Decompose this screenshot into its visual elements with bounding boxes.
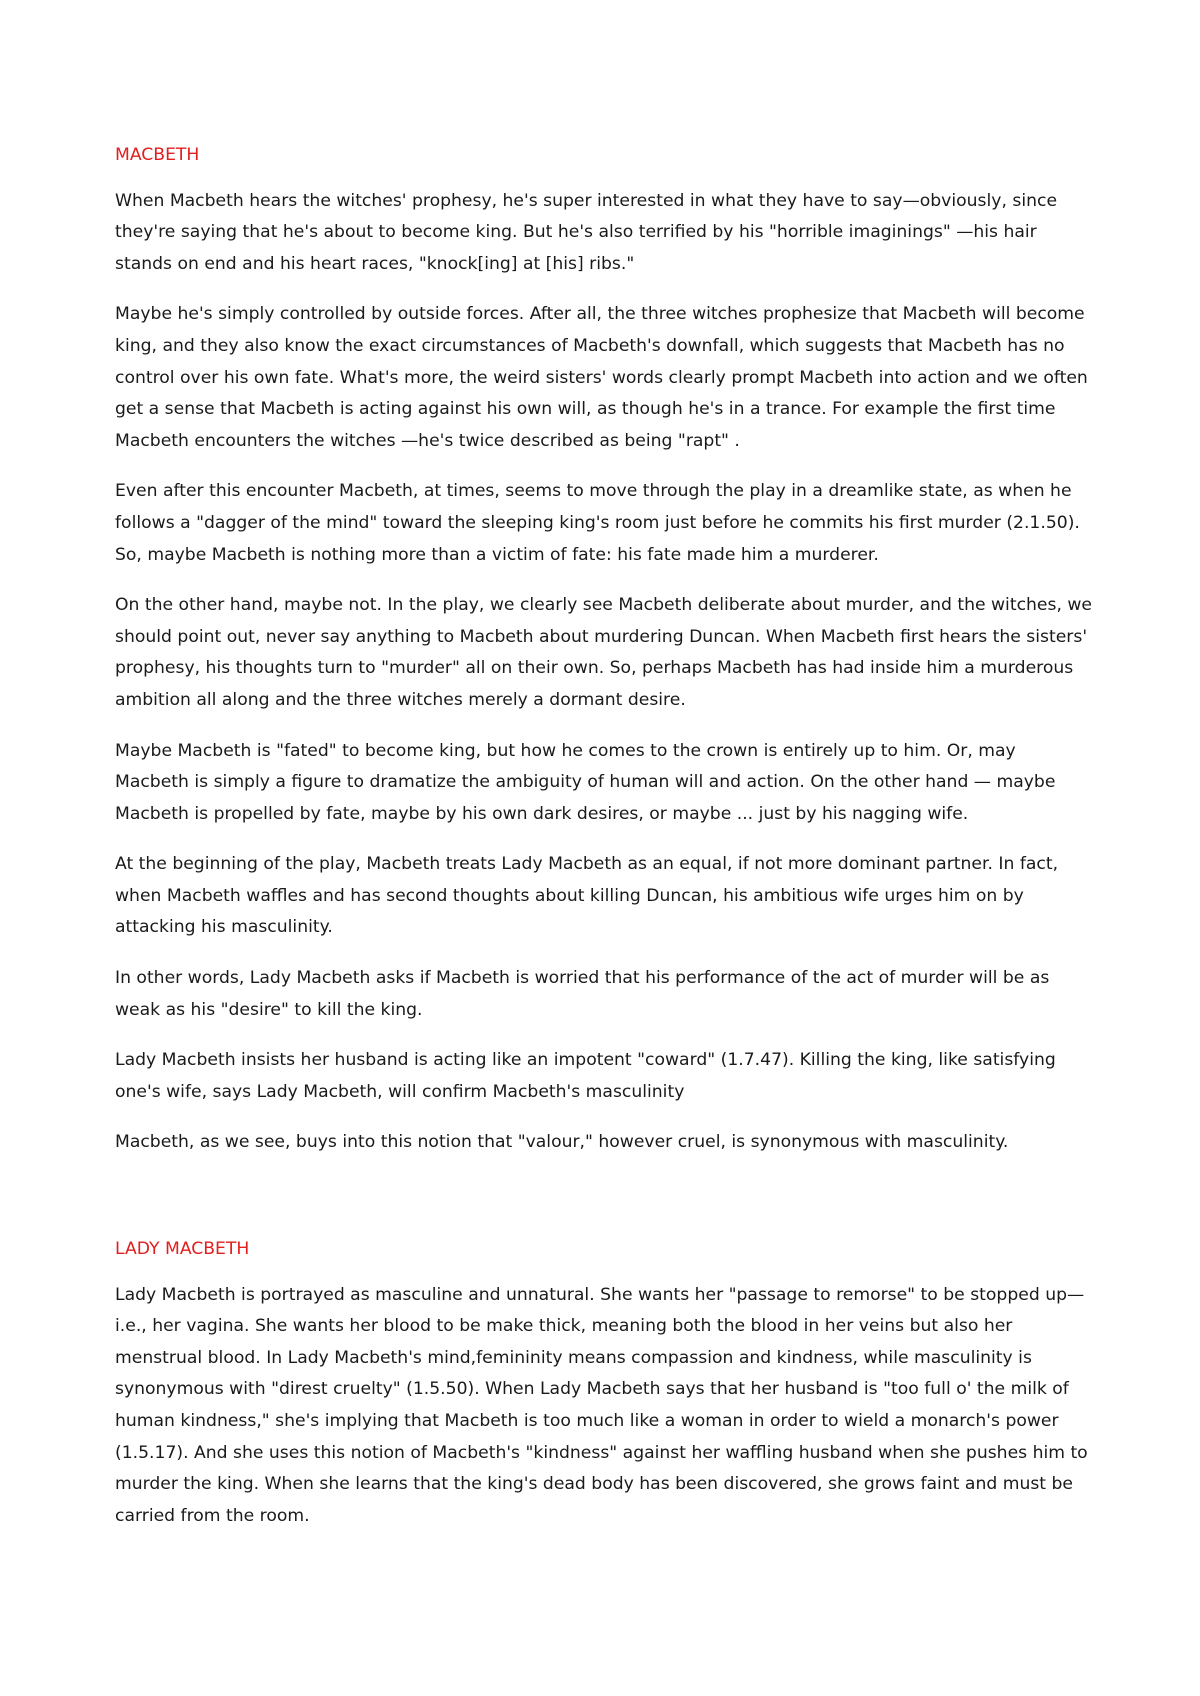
paragraph: In other words, Lady Macbeth asks if Macbeth is worried that his performance of the act of murder will be as weak as his "desire" to kill the king. (115, 968, 1050, 1020)
paragraph: Even after this encounter Macbeth, at times, seems to move through the play in a dreamlike state, as when he follows a "dagger of the mind" toward the sleeping king's room just before he commits his first murder (2.1.50). So, maybe Macbeth is nothing more than a victim of fate: his fate made him a murderer. (115, 481, 1080, 565)
section-lady-macbeth (115, 1234, 1095, 1532)
section-macbeth (115, 140, 1095, 1159)
document-page (115, 140, 1095, 1551)
paragraph: Maybe he's simply controlled by outside forces. After all, the three witches prophesize that Macbeth will become king, and they also know the exact circumstances of Macbeth's downfall, which suggests that Macbeth has no control over his own fate. What's more, the weird sisters' words clearly prompt Macbeth into action and we often get a sense that Macbeth is acting against his own will, as though he's in a trance. For example the first time Macbeth encounters the witches —he's twice described as being "rapt" . (115, 304, 1088, 451)
section-heading: LADY MACBETH (115, 1239, 250, 1260)
paragraph: Maybe Macbeth is "fated" to become king, but how he comes to the crown is entirely up to him. Or, may Macbeth is simply a figure to dramatize the ambiguity of human will and action. On the other hand — maybe Macbeth is propelled by fate, maybe by his own dark desires, or maybe ... just by his nagging wife. (115, 740, 1056, 824)
paragraph: Macbeth, as we see, buys into this notion that "valour," however cruel, is synonymous with masculinity. (115, 1132, 1009, 1153)
paragraph: At the beginning of the play, Macbeth treats Lady Macbeth as an equal, if not more dominant partner. In fact, when Macbeth waffles and has second thoughts about killing Duncan, his ambitious wife urges him on by attacking his masculinity. (115, 854, 1059, 938)
paragraph: On the other hand, maybe not. In the play, we clearly see Macbeth deliberate about murder, and the witches, we should point out, never say anything to Macbeth about murdering Duncan. When Macbeth first hears the sisters' prophesy, his thoughts turn to "murder" all on their own. So, perhaps Macbeth has had inside him a murderous ambition all along and the three witches merely a dormant desire. (115, 595, 1093, 710)
paragraph: When Macbeth hears the witches' prophesy, he's super interested in what they have to say—obviously, since they're saying that he's about to become king. But he's also terrified by his "horrible imaginings" —his hair stands on end and his heart races, "knock[ing] at [his] ribs." (115, 190, 1058, 274)
section-spacer (115, 1178, 1095, 1234)
section-heading: MACBETH (115, 145, 200, 165)
paragraph: Lady Macbeth is portrayed as masculine and unnatural. She wants her "passage to remorse" to be stopped up—i.e., her vagina. She wants her blood to be make thick, meaning both the blood in her veins but also her menstrual blood. In Lady Macbeth's mind,femininity means compassion and kindness, while masculinity is synonymous with "direst cruelty" (1.5.50). When Lady Macbeth says that her husband is "too full o' the milk of human kindness," she's implying that Macbeth is too much like a woman in order to wield a monarch's power (1.5.17). And she uses this notion of Macbeth's "kindness" against her waffling husband when she pushes him to murder the king. When she learns that the king's dead body has been discovered, she grows faint and must be carried from the room. (115, 1284, 1088, 1526)
paragraph: Lady Macbeth insists her husband is acting like an impotent "coward" (1.7.47). Killing the king, like satisfying one's wife, says Lady Macbeth, will confirm Macbeth's masculinity (115, 1050, 1056, 1102)
